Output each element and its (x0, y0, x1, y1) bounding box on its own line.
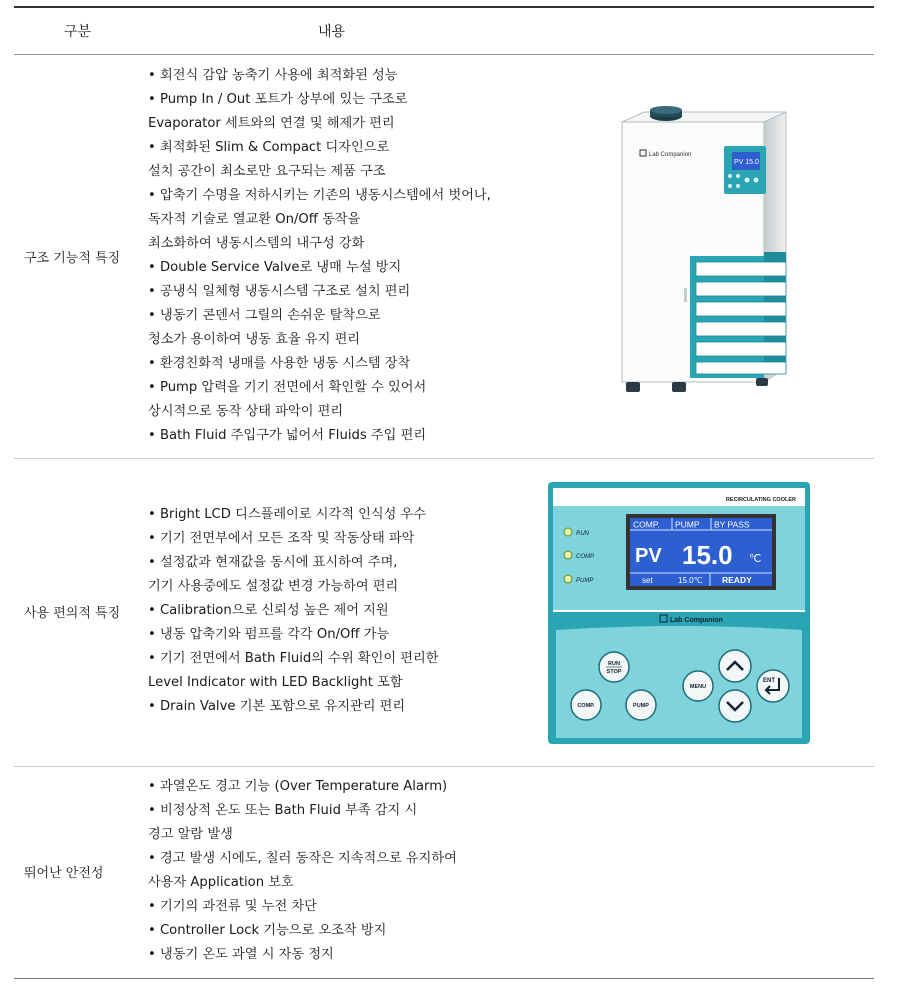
list-item: 청소가 용이하여 냉동 효율 유지 편리 (148, 332, 361, 347)
list-item: • Double Service Valve로 냉매 누설 방지 (148, 260, 402, 275)
list-item: • Bath Fluid 주입구가 넓어서 Fluids 주입 편리 (148, 428, 427, 443)
mini-screen-text: PV 15.0 (734, 159, 759, 166)
svg-text:PUMP: PUMP (576, 578, 594, 584)
list-item: • 기기의 과전류 및 누전 차단 (148, 899, 317, 914)
list-item: • Pump 압력을 기기 전면에서 확인할 수 있어서 (148, 380, 427, 395)
control-panel-image (548, 482, 810, 744)
list-item: 사용자 Application 보호 (148, 875, 294, 890)
list-item: • 냉동기 온도 과열 시 자동 정지 (148, 947, 334, 962)
lcd-pv-label: PV (635, 545, 662, 567)
enter-button[interactable] (757, 670, 789, 702)
feature-list (148, 64, 491, 448)
list-item: 최소화하여 냉동시스템의 내구성 강화 (148, 236, 365, 251)
table-row-safety (14, 766, 874, 979)
list-item: • Calibration으로 신뢰성 높은 제어 지원 (148, 603, 389, 618)
list-item: • 환경친화적 냉매를 사용한 냉동 시스템 장착 (148, 356, 411, 371)
list-item: • 비정상적 온도 또는 Bath Fluid 부족 감지 시 (148, 803, 418, 818)
feature-list (148, 503, 439, 719)
list-item: 독자적 기술로 열교환 On/Off 동작을 (148, 212, 361, 227)
list-item: • 경고 발생 시에도, 칠러 동작은 지속적으로 유지하여 (148, 851, 457, 866)
table-header (14, 8, 874, 55)
svg-text:ENT: ENT (763, 678, 775, 684)
svg-text:PUMP: PUMP (633, 703, 649, 709)
list-item: • Pump In / Out 포트가 상부에 있는 구조로 (148, 92, 408, 107)
up-button[interactable] (719, 650, 751, 682)
list-item: • 기기 전면부에서 모든 조작 및 작동상태 파악 (148, 531, 415, 546)
lcd-display (626, 514, 776, 590)
header-content: 내용 (318, 24, 346, 40)
lcd-pv-unit: ℃ (749, 553, 762, 565)
list-item: • 공냉식 일체형 냉동시스템 구조로 설치 편리 (148, 284, 411, 299)
table-row-usability (14, 458, 874, 767)
lcd-bypass: BY PASS (714, 519, 750, 530)
row-label: 사용 편의적 특징 (24, 606, 121, 621)
lcd-set-label: set (642, 576, 653, 585)
list-item: • Controller Lock 기능으로 오조작 방지 (148, 923, 387, 938)
table-row-structure (14, 54, 874, 459)
list-item: Evaporator 세트와의 연결 및 해제가 편리 (148, 116, 395, 131)
panel-title: RECIRCULATING COOLER (725, 497, 796, 503)
row-label: 뛰어난 안전성 (24, 866, 104, 881)
svg-text:COMP.: COMP. (577, 703, 595, 709)
comp-button[interactable] (571, 690, 601, 720)
down-button[interactable] (719, 690, 751, 722)
list-item: • 설정값과 현재값을 동시에 표시하여 주며, (148, 555, 398, 570)
list-item: • 과열온도 경고 기능 (Over Temperature Alarm) (148, 779, 448, 794)
header-category: 구분 (64, 24, 92, 40)
lcd-set-value: 15.0℃ (678, 576, 703, 585)
svg-text:Lab Companion: Lab Companion (649, 152, 692, 158)
svg-text:RUN: RUN (608, 661, 620, 667)
svg-text:Lab Companion: Lab Companion (670, 617, 723, 624)
pump-button[interactable] (626, 690, 656, 720)
list-item: • 냉동기 콘덴서 그릴의 손쉬운 탈착으로 (148, 308, 381, 323)
lcd-pv-value: 15.0 (682, 540, 733, 570)
list-item: Level Indicator with LED Backlight 포함 (148, 675, 403, 690)
svg-text:RUN: RUN (576, 531, 589, 537)
list-item: • Bright LCD 디스플레이로 시각적 인식성 우수 (148, 507, 427, 522)
feature-list (148, 775, 457, 967)
chiller-unit-image (606, 106, 818, 402)
list-item: 기기 사용중에도 설정값 변경 가능하여 편리 (148, 579, 399, 594)
list-item: • 냉동 압축기와 펌프를 각각 On/Off 가능 (148, 627, 390, 642)
svg-text:MENU: MENU (689, 684, 707, 690)
menu-button[interactable] (683, 671, 713, 701)
list-item: • 최적화된 Slim & Compact 디자인으로 (148, 140, 390, 155)
list-item: 상시적으로 동작 상태 파악이 편리 (148, 404, 344, 419)
list-item: • 기기 전면에서 Bath Fluid의 수위 확인이 편리한 (148, 651, 439, 666)
svg-text:COMP.: COMP. (576, 554, 595, 560)
list-item: 경고 알람 발생 (148, 827, 233, 842)
list-item: • 압축기 수명을 저하시키는 기존의 냉동시스템에서 벗어나, (148, 188, 491, 203)
panel-brand (660, 615, 723, 624)
lcd-comp: COMP. (633, 519, 660, 530)
list-item: 설치 공간이 최소로만 요구되는 제품 구조 (148, 164, 386, 179)
list-item: • 회전식 감압 농축기 사용에 최적화된 성능 (148, 68, 398, 83)
run-stop-button[interactable] (599, 652, 629, 682)
lcd-pump: PUMP (675, 519, 700, 530)
lcd-status: READY (722, 575, 752, 585)
svg-text:STOP: STOP (606, 669, 622, 675)
list-item: • Drain Valve 기본 포함으로 유지관리 편리 (148, 699, 406, 714)
row-label: 구조 기능적 특징 (24, 251, 121, 266)
